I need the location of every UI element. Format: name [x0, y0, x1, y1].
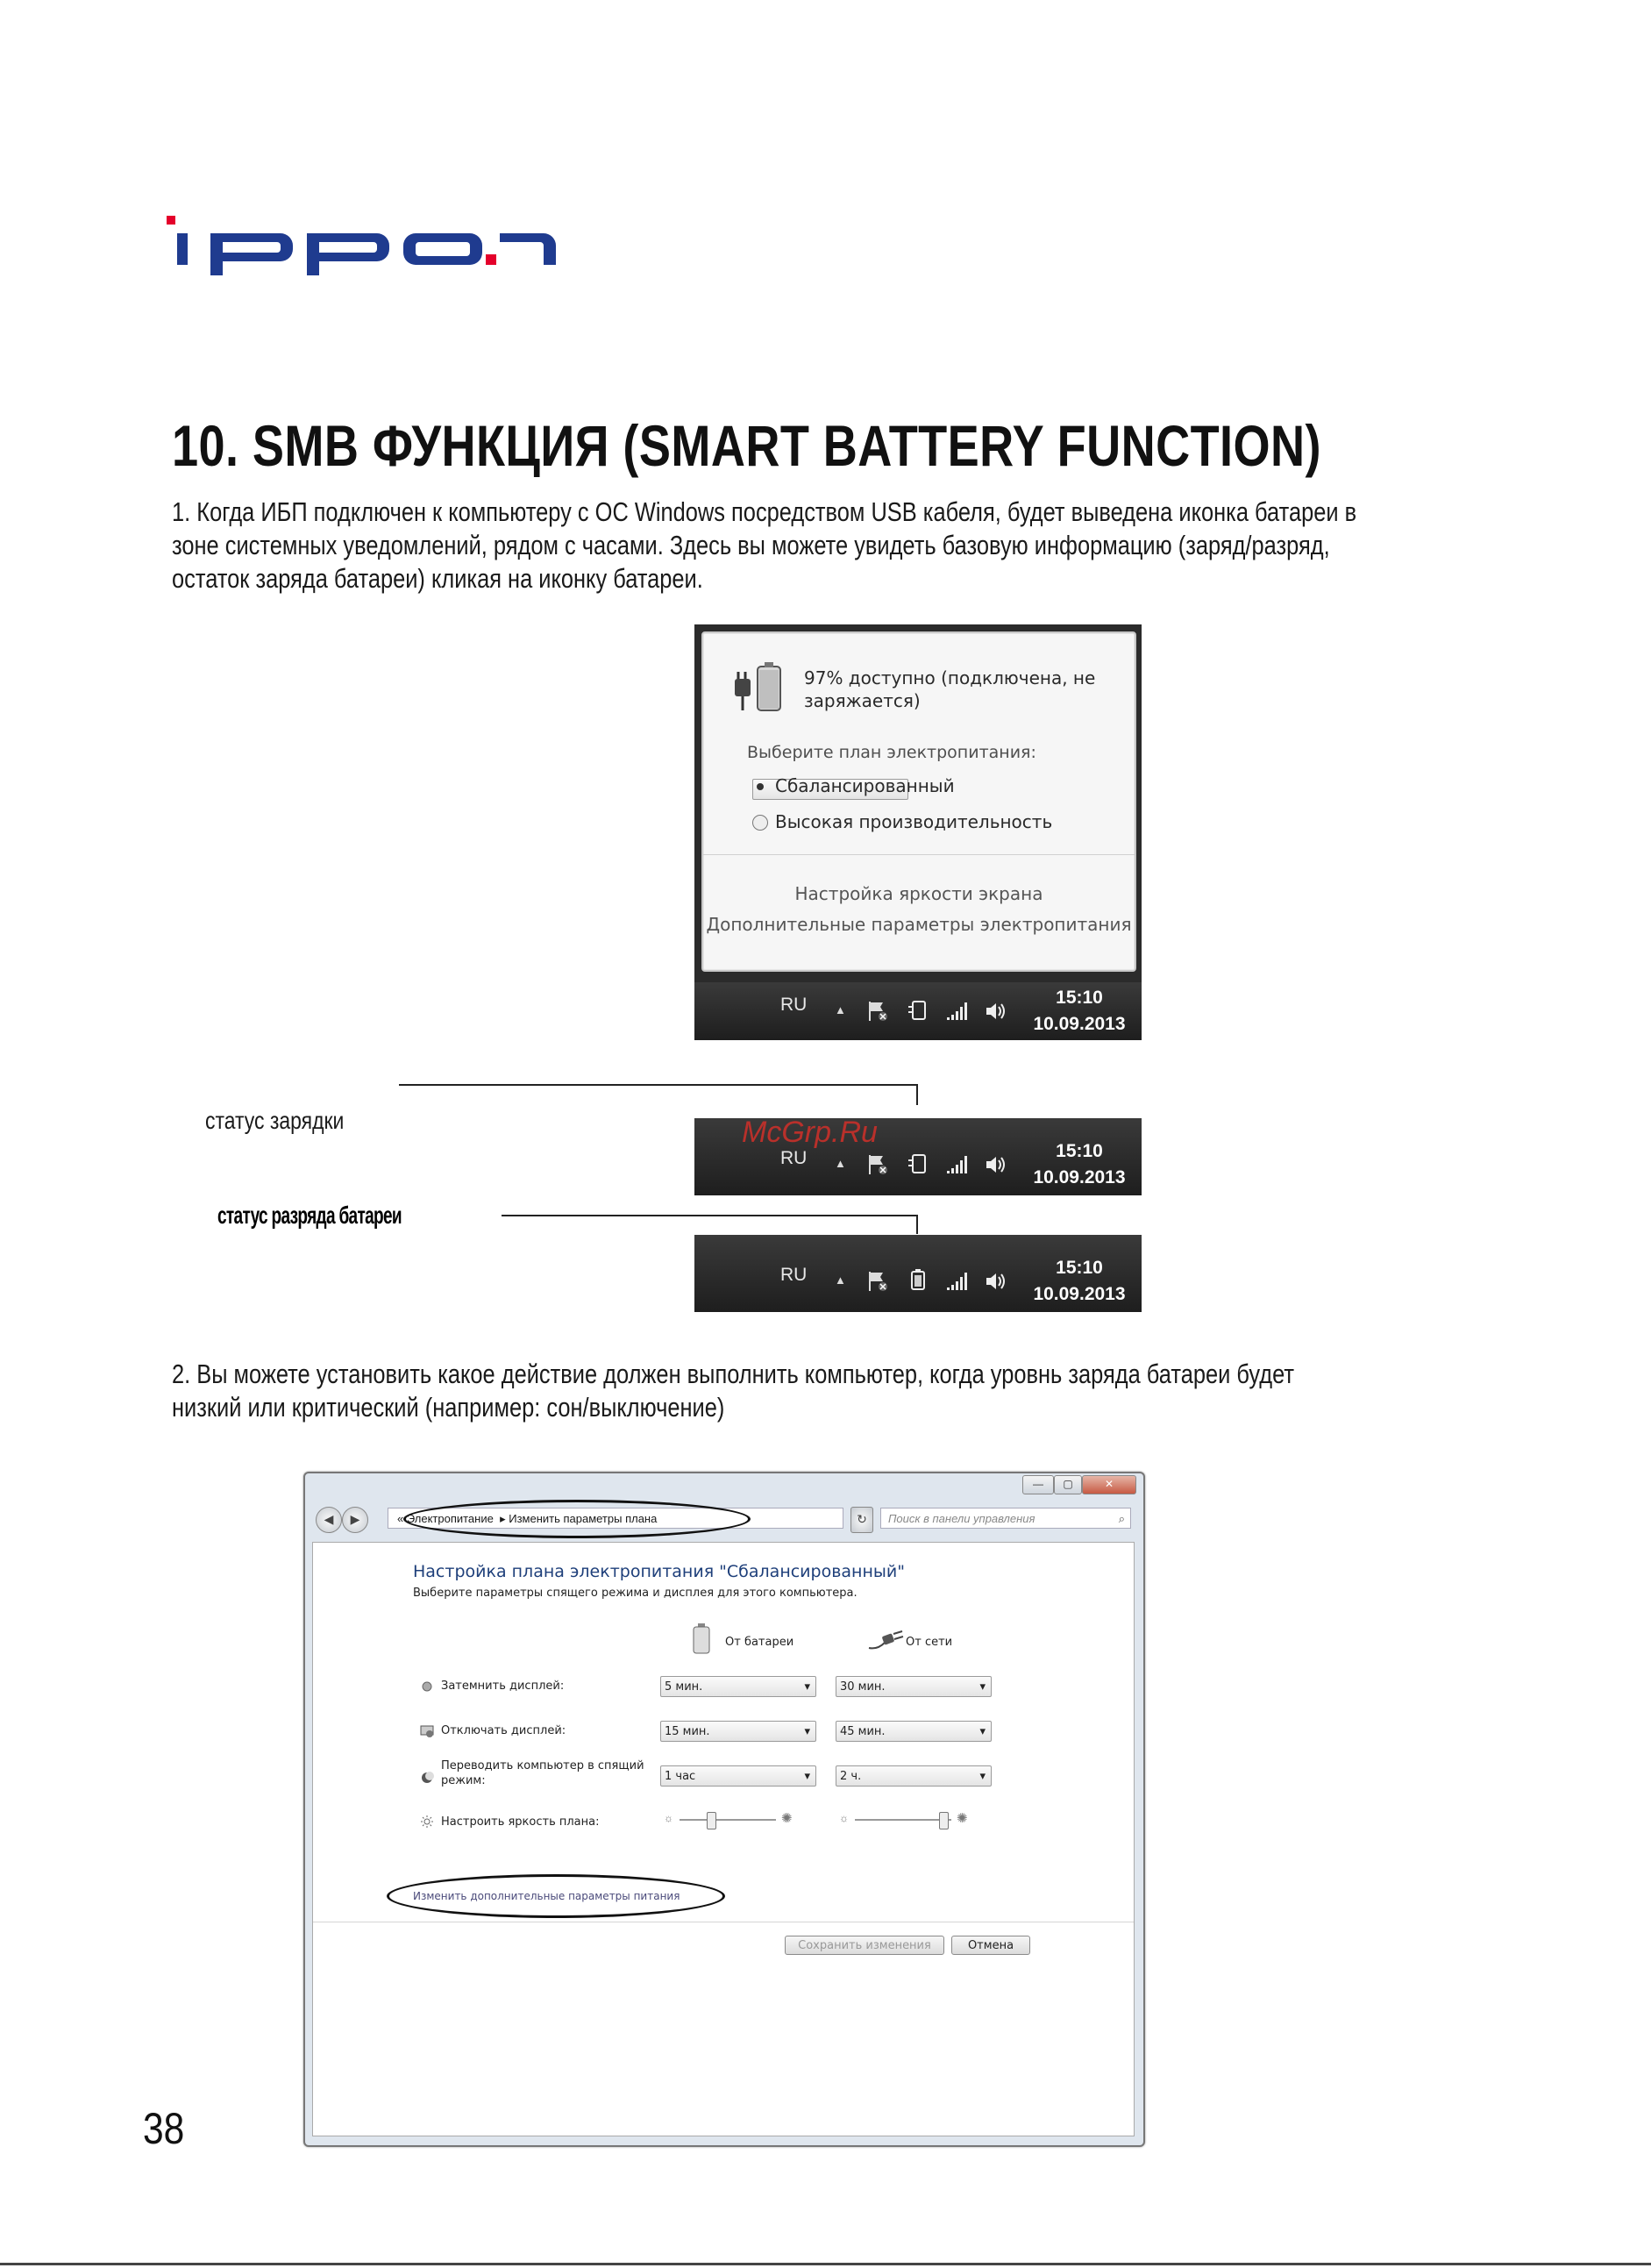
slider-track [680, 1819, 776, 1821]
dialog-content [312, 1542, 1135, 2136]
sleep-battery-select[interactable]: 1 час ▾ [660, 1765, 816, 1787]
radio-high-performance[interactable] [752, 815, 768, 831]
breadcrumb-power[interactable]: Электропитание [406, 1512, 494, 1525]
battery-plugged-icon[interactable] [907, 998, 929, 1021]
search-icon: ⌕ [1118, 1512, 1125, 1525]
clock-date[interactable]: 10.09.2013 [1033, 1284, 1126, 1304]
minimize-button[interactable]: — [1022, 1475, 1054, 1494]
close-button[interactable]: ✕ [1082, 1475, 1136, 1494]
brightness-mains-slider[interactable] [837, 1811, 969, 1829]
divider [703, 854, 1135, 855]
back-button[interactable]: ◀ [316, 1507, 342, 1533]
window-controls [1022, 1475, 1136, 1494]
forward-button[interactable]: ▶ [342, 1507, 368, 1533]
breadcrumb[interactable]: « Электропитание ▸ Изменить параметры плана [388, 1508, 843, 1529]
taskbar-discharging [694, 1235, 1142, 1312]
clock-time[interactable]: 15:10 [1056, 1141, 1103, 1161]
battery-status-text: 97% доступно (подключена, не заряжается) [804, 667, 1096, 711]
network-signal-icon[interactable] [945, 1153, 968, 1176]
screen-brightness-link[interactable]: Настройка яркости экрана [794, 883, 1043, 904]
battery-discharging-icon[interactable] [907, 1268, 929, 1291]
clock-date[interactable]: 10.09.2013 [1033, 1167, 1126, 1187]
cancel-button[interactable]: Отмена [951, 1936, 1030, 1955]
option-high-performance[interactable]: Высокая производительность [775, 811, 1053, 832]
option-balanced[interactable]: Сбалансированный [775, 775, 955, 796]
brightness-icon [420, 1815, 434, 1829]
clock-time[interactable]: 15:10 [1056, 988, 1103, 1008]
search-input[interactable]: Поиск в панели управления ⌕ [880, 1508, 1131, 1529]
battery-popup [701, 631, 1136, 972]
dim-sun-icon: ☼ [839, 1812, 849, 1824]
discharging-status-label: статус разряда батареи [217, 1202, 402, 1229]
network-signal-icon[interactable] [945, 1270, 968, 1293]
dim-display-mains-select[interactable]: 30 мин. ▾ [836, 1676, 992, 1697]
volume-icon[interactable] [984, 1153, 1007, 1176]
section-heading: 10. SMB ФУНКЦИЯ (SMART BATTERY FUNCTION) [172, 413, 1321, 478]
sleep-icon [420, 1771, 434, 1785]
dim-display-label: Затемнить дисплей: [441, 1680, 565, 1693]
battery-charging-icon[interactable] [907, 1152, 929, 1174]
power-plug-icon [867, 1630, 904, 1651]
brightness-label: Настроить яркость плана: [441, 1815, 600, 1829]
turn-off-display-icon [420, 1724, 434, 1738]
watermark: McGrp.Ru [742, 1116, 878, 1149]
language-indicator[interactable]: RU [780, 1265, 808, 1285]
advanced-settings-link[interactable]: Изменить дополнительные параметры питания [413, 1890, 680, 1902]
clock-time[interactable]: 15:10 [1056, 1258, 1103, 1278]
paragraph-1: 1. Когда ИБП подключен к компьютеру с ОС Windows посредством USB кабеля, будет выведена иконка батареи в зоне системных уведомлений, рядом с часами. Здесь вы можете увидеть базовую информацию (заряд/разряд, остаток заряда батареи) кликая на иконку батареи. [172, 496, 1357, 594]
show-hidden-icons[interactable]: ▲ [835, 1273, 846, 1287]
column-on-battery: От батареи [725, 1636, 794, 1649]
refresh-button[interactable]: ↻ [850, 1507, 873, 1533]
action-center-flag-icon[interactable] [866, 1000, 889, 1023]
callout-tick-discharging [916, 1215, 918, 1234]
sleep-label: Переводить компьютер в спящий режим: [441, 1759, 644, 1787]
ippon-logo [167, 216, 561, 282]
battery-icon [692, 1623, 711, 1655]
battery-popup-screenshot [694, 624, 1142, 1040]
language-indicator[interactable]: RU [780, 1148, 808, 1168]
save-changes-button[interactable]: Сохранить изменения [785, 1936, 944, 1955]
volume-icon[interactable] [984, 1000, 1007, 1023]
show-hidden-icons[interactable]: ▲ [835, 1157, 846, 1170]
slider-thumb[interactable] [939, 1812, 949, 1829]
sleep-mains-select[interactable]: 2 ч. ▾ [836, 1765, 992, 1787]
power-options-link[interactable]: Дополнительные параметры электропитания [706, 914, 1132, 935]
turn-off-display-mains-select[interactable]: 45 мин. ▾ [836, 1721, 992, 1742]
dim-display-battery-select[interactable]: 5 мин. ▾ [660, 1676, 816, 1697]
taskbar-popup [694, 982, 1142, 1040]
paragraph-2: 2. Вы можете установить какое действие должен выполнить компьютер, когда уровнь заряда батареи будет низкий или критический (например: сон/выключение) [172, 1359, 1295, 1423]
plan-title: Настройка плана электропитания "Сбалансированный" [413, 1562, 905, 1581]
volume-icon[interactable] [984, 1270, 1007, 1293]
column-plugged-in: От сети [906, 1636, 953, 1649]
maximize-button[interactable]: ▢ [1054, 1475, 1082, 1494]
turn-off-display-label: Отключать дисплей: [441, 1724, 566, 1737]
power-plan-window [303, 1472, 1145, 2147]
action-center-flag-icon[interactable] [866, 1270, 889, 1293]
turn-off-display-battery-select[interactable]: 15 мин. ▾ [660, 1721, 816, 1742]
advanced-link-highlight-oval [387, 1874, 725, 1918]
power-plan-label: Выберите план электропитания: [747, 743, 1036, 762]
breadcrumb-edit-plan[interactable]: Изменить параметры плана [509, 1512, 658, 1525]
action-center-flag-icon[interactable] [866, 1153, 889, 1176]
bright-sun-icon: ✺ [781, 1811, 793, 1826]
language-indicator[interactable]: RU [780, 995, 808, 1015]
bright-sun-icon: ✺ [957, 1811, 968, 1826]
callout-line-discharging [502, 1215, 918, 1216]
show-hidden-icons[interactable]: ▲ [835, 1003, 846, 1016]
callout-line-charging [399, 1084, 918, 1086]
dim-display-icon [420, 1680, 434, 1694]
dim-sun-icon: ☼ [664, 1812, 673, 1824]
charging-status-label: статус зарядки [205, 1107, 345, 1134]
clock-date[interactable]: 10.09.2013 [1033, 1014, 1126, 1034]
battery-plug-icon [733, 660, 787, 714]
slider-thumb[interactable] [707, 1812, 716, 1829]
callout-tick-charging [916, 1084, 918, 1105]
breadcrumb-highlight-oval [403, 1500, 751, 1538]
page-number: 38 [143, 2104, 185, 2153]
plan-subtitle: Выберите параметры спящего режима и дисплея для этого компьютера. [413, 1587, 858, 1600]
brightness-battery-slider[interactable] [662, 1811, 793, 1829]
slider-track [855, 1819, 951, 1821]
footer-rule [0, 2263, 1651, 2265]
network-signal-icon[interactable] [945, 1000, 968, 1023]
